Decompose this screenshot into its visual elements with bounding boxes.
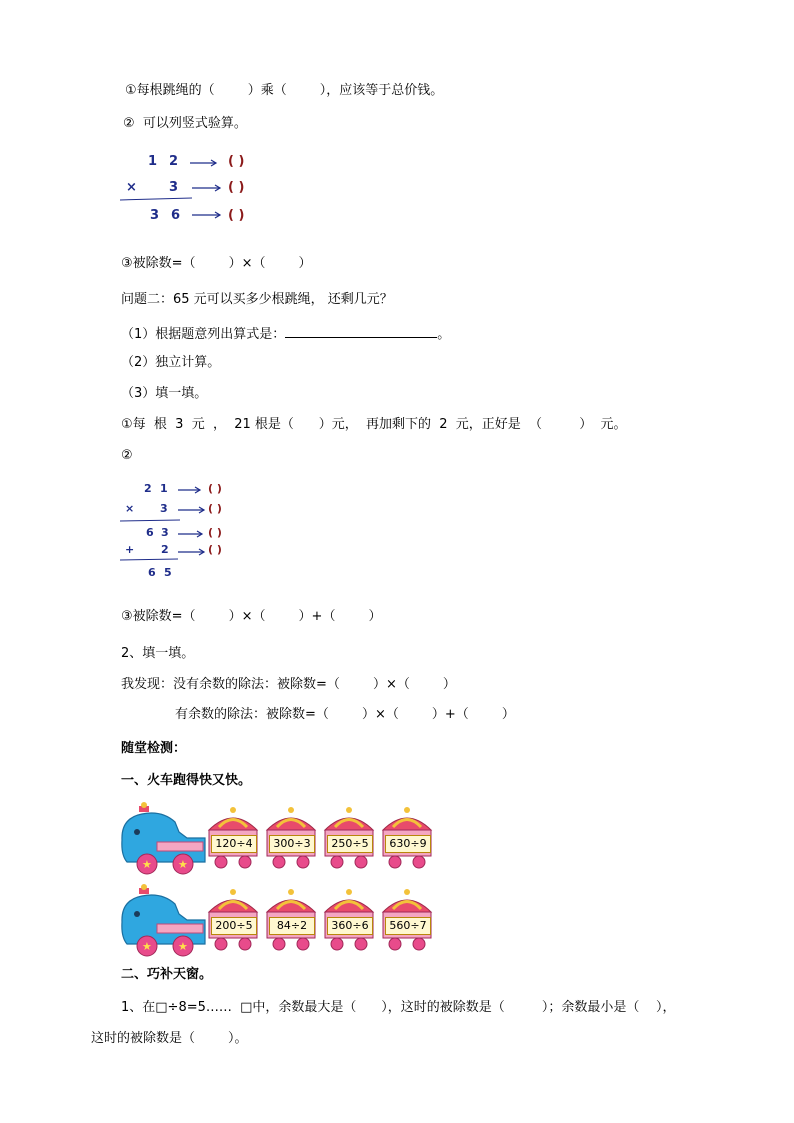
answer-blank[interactable]: [285, 325, 437, 338]
line-6: （2）独立计算。: [121, 355, 221, 370]
line-17: 1、在□÷8=5…… □中，余数最大是（ ），这时的被除数是（ ）；余数最小是（ ），: [121, 1000, 676, 1015]
line-7: （3）填一填。: [121, 386, 208, 401]
line-13: 有余数的除法：被除数=（ ）×（ ）+（ ）: [175, 707, 515, 722]
line-18: 这时的被除数是（ ）。: [91, 1031, 248, 1046]
svg-text:★: ★: [178, 858, 188, 871]
v1-paren-2: ( ): [228, 208, 245, 223]
v2-op-3: +: [125, 543, 135, 556]
v2-paren-2: ( ): [208, 526, 222, 539]
section-heading-fill: 二、巧补天窗。: [121, 967, 213, 982]
line-5-text: （1）根据题意列出算式是：: [121, 327, 286, 342]
train-car-expression: 560÷7: [385, 917, 431, 935]
svg-text:★: ★: [142, 940, 152, 953]
train-1: [117, 800, 447, 875]
v1-digit-a-0: 1: [148, 154, 158, 169]
line-9: ②: [121, 448, 133, 463]
line-5-end: 。: [437, 327, 451, 342]
train-car-expression: 120÷4: [211, 835, 257, 853]
v2-paren-3: ( ): [208, 543, 222, 556]
train-car-expression: 360÷6: [327, 917, 373, 935]
v2-arrow-2: [178, 531, 202, 537]
line-12: 我发现：没有余数的除法：被除数=（ ）×（ ）: [121, 677, 456, 692]
v2-op-1: ×: [125, 502, 135, 515]
v2-digit-b-3: 2: [161, 543, 169, 556]
vertical-calculation-2: [120, 480, 280, 585]
section-heading-quiz: 随堂检测：: [121, 741, 187, 756]
vertical-calculation-1: [120, 152, 300, 232]
line-8: ①每 根 3 元 ， 21 根是（ ）元， 再加剩下的 2 元，正好是 （ ） 元。: [121, 417, 627, 432]
v1-op-1: ×: [126, 180, 137, 195]
v1-paren-0: ( ): [228, 154, 245, 169]
train-car-expression: 630÷9: [385, 835, 431, 853]
line-5: [121, 325, 450, 344]
train-car-expression: 300÷3: [269, 835, 315, 853]
v1-arrow-1: [192, 185, 220, 191]
v2-arrow-3: [178, 549, 204, 555]
train-engine-icon: [122, 802, 205, 874]
section-heading-train: 一、火车跑得快又快。: [121, 773, 252, 788]
vertical-1-lines: [120, 152, 300, 232]
line-4: 问题二：65 元可以买多少根跳绳， 还剩几元？: [121, 292, 393, 307]
train-car-expression: 200÷5: [211, 917, 257, 935]
v1-paren-1: ( ): [228, 180, 245, 195]
v2-digit-a-2: 6: [146, 526, 154, 539]
line-3: ③被除数=（ ）×（ ）: [121, 256, 312, 271]
v2-paren-1: ( ): [208, 502, 222, 515]
v2-arrow-0: [178, 487, 200, 493]
v2-digit-b-0: 1: [160, 482, 168, 495]
vertical-2-lines: [120, 480, 280, 585]
v2-digit-b-1: 3: [160, 502, 168, 515]
svg-text:★: ★: [178, 940, 188, 953]
line-10: ③被除数=（ ）×（ ）+（ ）: [121, 609, 382, 624]
v1-digit-a-2: 3: [150, 208, 160, 223]
line-1: ①每根跳绳的（ ）乘（ ），应该等于总价钱。: [125, 83, 444, 98]
line-11: 2、填一填。: [121, 646, 195, 661]
train-engine-icon: [122, 884, 205, 956]
train-2: [117, 882, 447, 957]
train-car-expression: 250÷5: [327, 835, 373, 853]
line-2: ② 可以列竖式验算。: [123, 116, 247, 131]
v1-arrow-0: [190, 160, 216, 166]
v2-digit-b-4: 5: [164, 566, 172, 579]
svg-text:★: ★: [142, 858, 152, 871]
v2-arrow-1: [178, 507, 204, 513]
v2-digit-b-2: 3: [161, 526, 169, 539]
train-car-expression: 84÷2: [269, 917, 315, 935]
v1-arrow-2: [192, 212, 220, 218]
v1-digit-b-2: 6: [171, 208, 181, 223]
v2-digit-a-0: 2: [144, 482, 152, 495]
v2-digit-a-4: 6: [148, 566, 156, 579]
v1-digit-b-1: 3: [169, 180, 179, 195]
v1-digit-b-0: 2: [169, 154, 179, 169]
v2-paren-0: ( ): [208, 482, 222, 495]
